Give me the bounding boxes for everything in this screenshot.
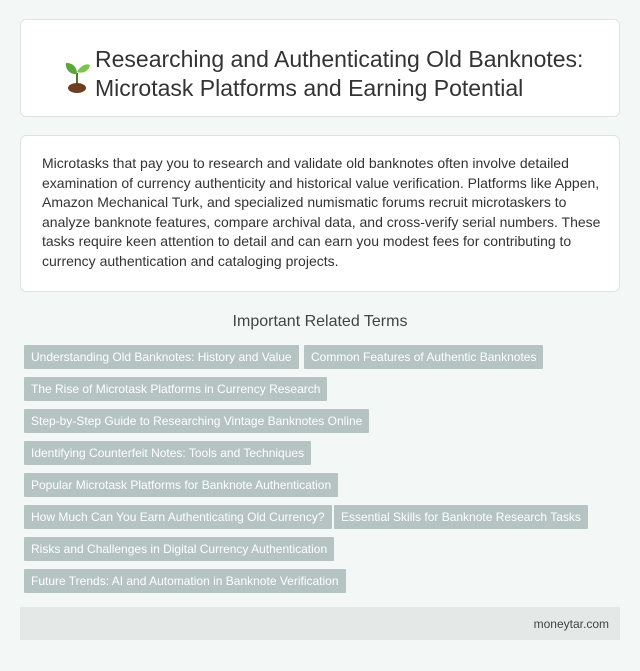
term-tag[interactable]: Future Trends: AI and Automation in Banknote Verification [24, 569, 346, 593]
term-tag[interactable]: Understanding Old Banknotes: History and Value [24, 345, 299, 369]
description-card [20, 135, 620, 292]
term-tag[interactable]: Step-by-Step Guide to Researching Vintage Banknotes Online [24, 409, 369, 433]
term-tag[interactable]: Identifying Counterfeit Notes: Tools and Techniques [24, 441, 311, 465]
seedling-icon [62, 57, 92, 93]
term-tag[interactable]: Common Features of Authentic Banknotes [304, 345, 543, 369]
term-tag[interactable]: Risks and Challenges in Digital Currency Authentication [24, 537, 334, 561]
term-tag[interactable]: How Much Can You Earn Authenticating Old Currency? [24, 505, 332, 529]
footer [20, 607, 620, 640]
terms-heading: Important Related Terms [232, 313, 408, 330]
term-tag[interactable]: Popular Microtask Platforms for Banknote Authentication [24, 473, 338, 497]
term-tag[interactable]: The Rise of Microtask Platforms in Currency Research [24, 377, 327, 401]
footer-site-link[interactable]: moneytar.com [533, 617, 609, 631]
description-text: Microtasks that pay you to research and validate old banknotes often involve detailed examination of currency authenticity and historical value verification. Platforms like Appen, Amazon Mechanical Turk, and specialized numismatic forums recruit microtaskers to analyze banknote features, compare archival data, and cross-verify serial numbers. These tasks require keen attention to detail and can earn you modest fees for contributing to currency authentication and cataloging projects. [42, 155, 601, 269]
term-tag[interactable]: Essential Skills for Banknote Research Tasks [334, 505, 588, 529]
header-card [20, 19, 620, 117]
page-title: Researching and Authenticating Old Banknotes: Microtask Platforms and Earning Potential [95, 46, 584, 101]
